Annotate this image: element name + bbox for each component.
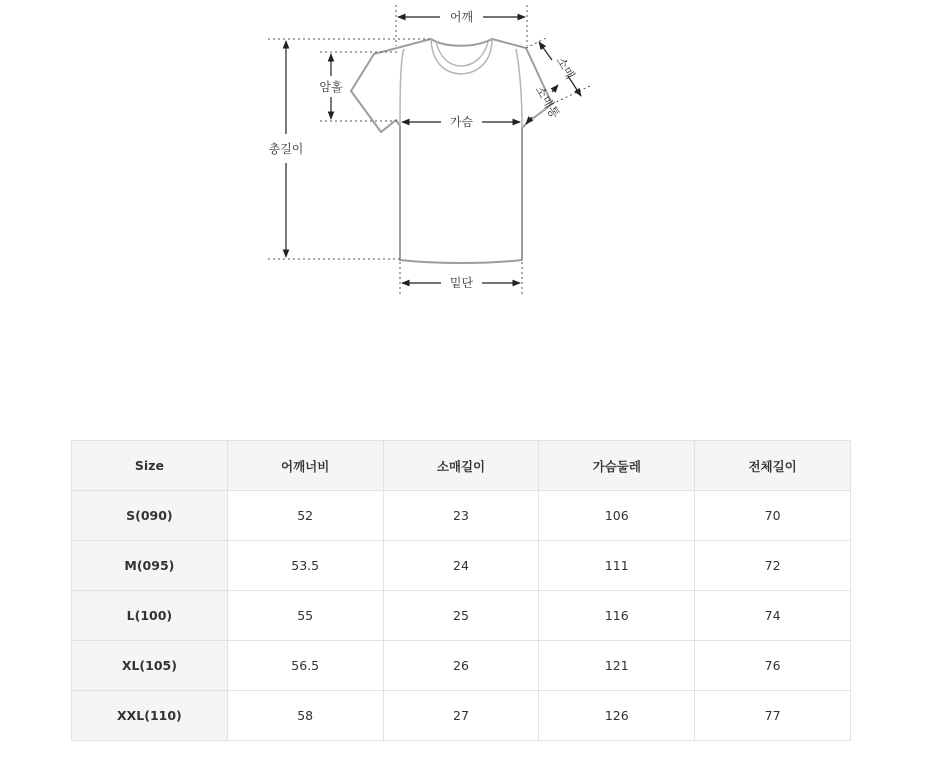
value-cell: 56.5 bbox=[227, 641, 383, 691]
label-armhole: 암홀 bbox=[319, 80, 343, 94]
label-total-length: 총길이 bbox=[268, 142, 304, 156]
size-cell: XL(105) bbox=[72, 641, 228, 691]
hem-dimension bbox=[402, 275, 520, 290]
table-header-row bbox=[72, 441, 851, 491]
size-cell: S(090) bbox=[72, 491, 228, 541]
header-chest-circumference: 가슴둘레 bbox=[539, 441, 695, 491]
size-cell: L(100) bbox=[72, 591, 228, 641]
value-cell: 53.5 bbox=[227, 541, 383, 591]
value-cell: 70 bbox=[695, 491, 851, 541]
header-sleeve-length: 소매길이 bbox=[383, 441, 539, 491]
value-cell: 58 bbox=[227, 691, 383, 741]
value-cell: 25 bbox=[383, 591, 539, 641]
value-cell: 23 bbox=[383, 491, 539, 541]
size-cell: M(095) bbox=[72, 541, 228, 591]
value-cell: 24 bbox=[383, 541, 539, 591]
value-cell: 27 bbox=[383, 691, 539, 741]
value-cell: 111 bbox=[539, 541, 695, 591]
label-shoulder: 어깨 bbox=[449, 10, 474, 24]
label-sleeve: 소매 bbox=[553, 54, 578, 82]
value-cell: 72 bbox=[695, 541, 851, 591]
table-row bbox=[72, 591, 851, 641]
size-chart-table bbox=[71, 440, 851, 741]
header-size: Size bbox=[72, 441, 228, 491]
header-total-length: 전체길이 bbox=[695, 441, 851, 491]
label-sleeve-opening: 소매통 bbox=[532, 83, 563, 121]
table-row bbox=[72, 691, 851, 741]
table-row bbox=[72, 541, 851, 591]
value-cell: 106 bbox=[539, 491, 695, 541]
value-cell: 116 bbox=[539, 591, 695, 641]
total-length-dimension bbox=[269, 41, 304, 257]
value-cell: 126 bbox=[539, 691, 695, 741]
header-shoulder-width: 어깨너비 bbox=[227, 441, 383, 491]
value-cell: 26 bbox=[383, 641, 539, 691]
table-row bbox=[72, 491, 851, 541]
tshirt-measurement-diagram bbox=[0, 0, 945, 310]
label-chest: 가슴 bbox=[449, 115, 474, 129]
table-row bbox=[72, 641, 851, 691]
value-cell: 76 bbox=[695, 641, 851, 691]
size-cell: XXL(110) bbox=[72, 691, 228, 741]
value-cell: 77 bbox=[695, 691, 851, 741]
armhole-dimension bbox=[319, 54, 343, 119]
tshirt-outline bbox=[351, 39, 552, 263]
value-cell: 55 bbox=[227, 591, 383, 641]
shoulder-dimension bbox=[398, 9, 525, 24]
value-cell: 52 bbox=[227, 491, 383, 541]
value-cell: 74 bbox=[695, 591, 851, 641]
value-cell: 121 bbox=[539, 641, 695, 691]
label-hem: 밑단 bbox=[449, 276, 474, 290]
